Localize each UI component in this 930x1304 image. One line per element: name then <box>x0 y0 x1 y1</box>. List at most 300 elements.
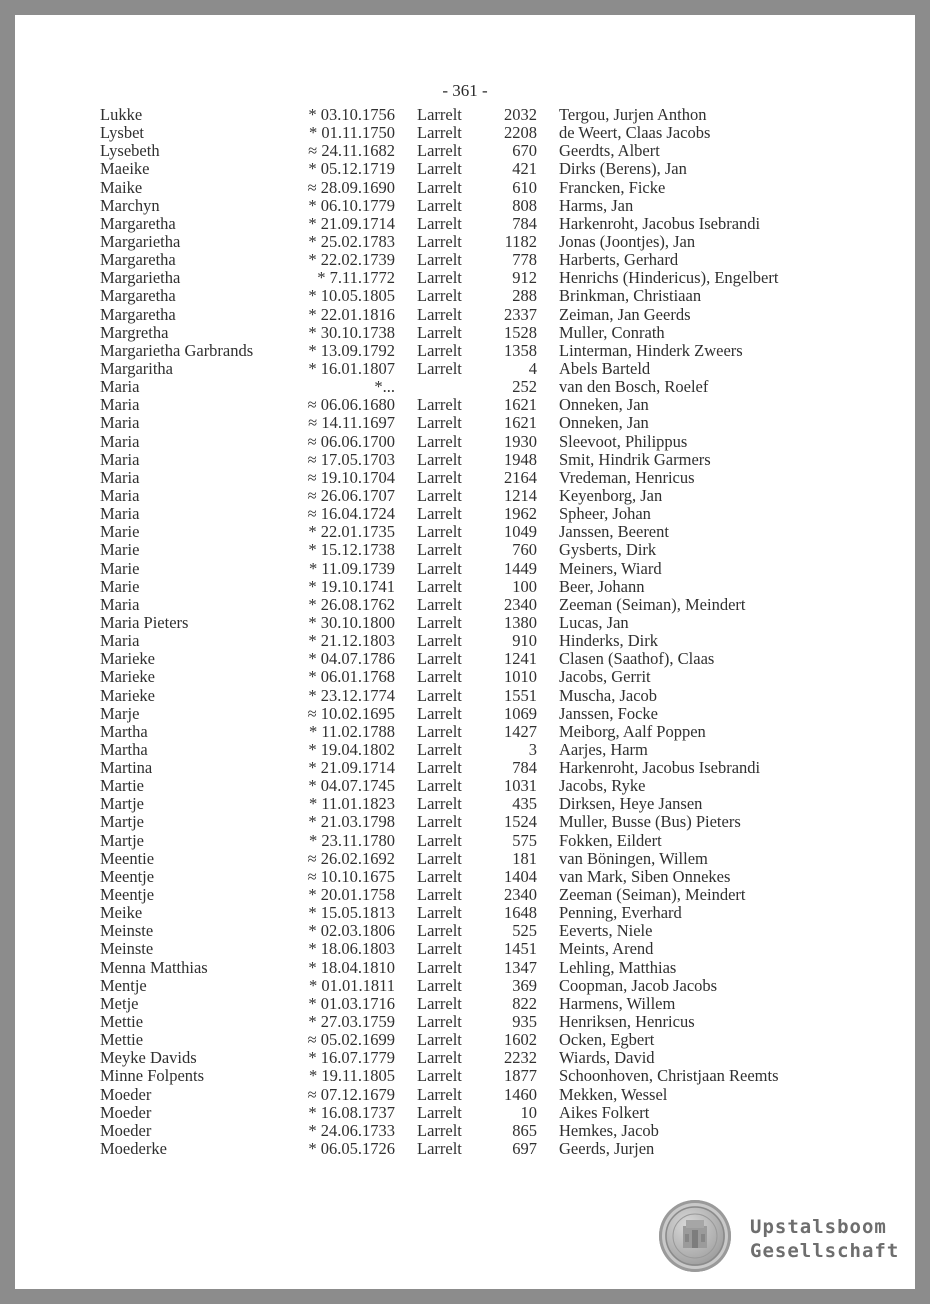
entry-name: Minne Folpents <box>100 1066 205 1086</box>
entry-date: * 11.09.1739 <box>308 558 395 578</box>
entry-place: Larrelt <box>417 993 462 1013</box>
entry-parent: Jacobs, Ryke <box>559 776 646 796</box>
entry-name: Maike <box>100 177 143 197</box>
entry-row <box>15 723 915 741</box>
entry-number: 1010 <box>504 667 537 687</box>
entry-row <box>15 741 915 759</box>
entry-number: 784 <box>512 758 537 778</box>
entry-date: * 30.10.1738 <box>308 322 395 342</box>
entry-row <box>15 469 915 487</box>
entry-date: * 06.01.1768 <box>308 667 395 687</box>
entry-name: Maria <box>100 413 140 433</box>
entry-number: 2337 <box>504 304 537 324</box>
entry-date: ≈ 10.10.1675 <box>307 866 395 886</box>
entry-parent: Geerds, Jurjen <box>559 1139 655 1159</box>
entry-date: * 20.01.1758 <box>308 885 395 905</box>
entry-place: Larrelt <box>417 685 462 705</box>
entry-row <box>15 1031 915 1049</box>
entry-place: Larrelt <box>417 395 462 415</box>
entry-place: Larrelt <box>417 213 462 233</box>
entry-number: 1449 <box>504 558 537 578</box>
entry-number: 670 <box>512 141 537 161</box>
entry-number: 100 <box>512 576 537 596</box>
entry-place: Larrelt <box>417 721 462 741</box>
entry-number: 2208 <box>504 123 537 143</box>
entry-place: Larrelt <box>417 250 462 270</box>
entry-name: Meike <box>100 903 143 923</box>
entry-place: Larrelt <box>417 1012 462 1032</box>
entry-number: 1031 <box>504 776 537 796</box>
entry-date: * 01.01.1811 <box>308 975 395 995</box>
entry-date: * 22.01.1816 <box>308 304 395 324</box>
entry-name: Maria <box>100 431 140 451</box>
entry-number: 760 <box>512 540 537 560</box>
entry-row <box>15 995 915 1013</box>
entry-row <box>15 795 915 813</box>
entry-number: 822 <box>512 993 537 1013</box>
entry-place: Larrelt <box>417 1139 462 1159</box>
entry-place: Larrelt <box>417 885 462 905</box>
entry-date: * 16.07.1779 <box>308 1048 395 1068</box>
entry-row <box>15 777 915 795</box>
entry-row <box>15 813 915 831</box>
entry-place: Larrelt <box>417 413 462 433</box>
entry-parent: Zeiman, Jan Geerds <box>559 304 691 324</box>
entry-number: 1877 <box>504 1066 537 1086</box>
entry-row <box>15 287 915 305</box>
entry-name: Meentie <box>100 848 155 868</box>
entry-number: 865 <box>512 1120 537 1140</box>
entry-row <box>15 1013 915 1031</box>
entry-name: Meinste <box>100 939 154 959</box>
entry-parent: van den Bosch, Roelef <box>559 377 709 397</box>
entry-place: Larrelt <box>417 159 462 179</box>
entry-number: 1214 <box>504 485 537 505</box>
entry-parent: Harkenroht, Jacobus Isebrandi <box>559 758 761 778</box>
entry-place: Larrelt <box>417 141 462 161</box>
entry-place: Larrelt <box>417 358 462 378</box>
entry-name: Marie <box>100 558 140 578</box>
entry-date: ≈ 19.10.1704 <box>307 467 395 487</box>
entry-parent: Smit, Hindrik Garmers <box>559 449 711 469</box>
entry-place: Larrelt <box>417 1120 462 1140</box>
entry-date: * 19.10.1741 <box>308 576 395 596</box>
entry-row <box>15 687 915 705</box>
entry-place: Larrelt <box>417 903 462 923</box>
entry-number: 808 <box>512 195 537 215</box>
entry-number: 1347 <box>504 957 537 977</box>
entry-place: Larrelt <box>417 540 462 560</box>
entry-name: Martje <box>100 812 144 832</box>
entry-place: Larrelt <box>417 975 462 995</box>
entry-row <box>15 759 915 777</box>
entry-place: Larrelt <box>417 231 462 251</box>
entry-date: * 25.02.1783 <box>308 231 395 251</box>
entry-row <box>15 1067 915 1085</box>
entry-row <box>15 342 915 360</box>
entry-number: 784 <box>512 213 537 233</box>
entry-date: * 19.04.1802 <box>308 739 395 759</box>
entry-parent: Harmens, Willem <box>559 993 676 1013</box>
entry-place: Larrelt <box>417 177 462 197</box>
entry-place: Larrelt <box>417 866 462 886</box>
entry-parent: Hemkes, Jacob <box>559 1120 659 1140</box>
entry-number: 2032 <box>504 105 537 124</box>
entry-row <box>15 977 915 995</box>
entry-row <box>15 1049 915 1067</box>
entry-row <box>15 1122 915 1140</box>
entry-name: Meinste <box>100 921 154 941</box>
entry-name: Margarietha <box>100 231 181 251</box>
entry-parent: Henriksen, Henricus <box>559 1012 695 1032</box>
entry-date: * 04.07.1786 <box>308 649 395 669</box>
entry-name: Maria <box>100 594 140 614</box>
entry-row <box>15 433 915 451</box>
entry-place: Larrelt <box>417 286 462 306</box>
entry-row <box>15 324 915 342</box>
entry-date: ≈ 06.06.1700 <box>307 431 395 451</box>
entry-number: 1528 <box>504 322 537 342</box>
entry-parent: Meiborg, Aalf Poppen <box>559 721 706 741</box>
entry-parent: Lehling, Matthias <box>559 957 677 977</box>
entry-number: 1451 <box>504 939 537 959</box>
entry-number: 1069 <box>504 703 537 723</box>
entry-name: Margaretha <box>100 250 176 270</box>
entry-number: 1049 <box>504 522 537 542</box>
brand-line-1: Upstalsboom <box>750 1216 887 1238</box>
entry-number: 252 <box>512 377 537 397</box>
entry-number: 1930 <box>504 431 537 451</box>
entry-place: Larrelt <box>417 268 462 288</box>
entry-number: 288 <box>512 286 537 306</box>
entry-date: ≈ 06.06.1680 <box>307 395 395 415</box>
entry-name: Maeike <box>100 159 150 179</box>
entry-row <box>15 904 915 922</box>
entry-parent: Keyenborg, Jan <box>559 485 663 505</box>
entry-name: Maria Pieters <box>100 612 189 632</box>
entry-name: Margarietha Garbrands <box>100 340 254 360</box>
entry-parent: Beer, Johann <box>559 576 645 596</box>
entry-date: * 06.10.1779 <box>308 195 395 215</box>
entry-number: 1948 <box>504 449 537 469</box>
entry-parent: Gysberts, Dirk <box>559 540 657 560</box>
entry-number: 935 <box>512 1012 537 1032</box>
entry-date: ≈ 26.02.1692 <box>307 848 395 868</box>
entry-date: * 05.12.1719 <box>308 159 395 179</box>
entry-date: * 7.11.1772 <box>317 268 395 288</box>
entry-row <box>15 850 915 868</box>
entry-parent: Dirks (Berens), Jan <box>559 159 687 179</box>
entry-date: * 11.02.1788 <box>308 721 395 741</box>
entry-name: Maria <box>100 395 140 415</box>
entry-parent: Sleevoot, Philippus <box>559 431 688 451</box>
entry-date: ≈ 14.11.1697 <box>308 413 395 433</box>
entry-date: ≈ 24.11.1682 <box>308 141 395 161</box>
entry-name: Martje <box>100 830 144 850</box>
entry-row <box>15 1104 915 1122</box>
entry-place: Larrelt <box>417 123 462 143</box>
entry-row <box>15 614 915 632</box>
entry-parent: Onneken, Jan <box>559 413 649 433</box>
entry-parent: van Mark, Siben Onnekes <box>559 866 731 886</box>
entry-place: Larrelt <box>417 1084 462 1104</box>
entry-row <box>15 922 915 940</box>
entry-name: Martha <box>100 739 148 759</box>
entry-parent: Vredeman, Henricus <box>559 467 695 487</box>
entry-row <box>15 650 915 668</box>
entry-row <box>15 560 915 578</box>
entry-parent: van Böningen, Willem <box>559 848 708 868</box>
brand-name <box>750 1215 899 1263</box>
entry-date: * 04.07.1745 <box>308 776 395 796</box>
entry-name: Martie <box>100 776 144 796</box>
entry-date: * 10.05.1805 <box>308 286 395 306</box>
entry-name: Marieke <box>100 667 155 687</box>
entry-row <box>15 632 915 650</box>
entry-place: Larrelt <box>417 195 462 215</box>
entry-parent: Mekken, Wessel <box>559 1084 668 1104</box>
seal-emblem-icon <box>659 1200 731 1272</box>
entry-date: * 23.11.1780 <box>308 830 395 850</box>
entry-number: 369 <box>512 975 537 995</box>
entry-name: Moeder <box>100 1102 152 1122</box>
entry-number: 697 <box>512 1139 537 1159</box>
entry-date: ≈ 16.04.1724 <box>307 504 395 524</box>
entry-date: * 30.10.1800 <box>308 612 395 632</box>
entry-number: 181 <box>512 848 537 868</box>
entry-number: 778 <box>512 250 537 270</box>
entry-row <box>15 396 915 414</box>
entry-date: * 24.06.1733 <box>308 1120 395 1140</box>
entry-number: 525 <box>512 921 537 941</box>
entry-name: Meentje <box>100 885 155 905</box>
entry-name: Martje <box>100 794 144 814</box>
entry-parent: Janssen, Beerent <box>559 522 669 542</box>
entry-place: Larrelt <box>417 1066 462 1086</box>
entry-row <box>15 269 915 287</box>
entry-row <box>15 832 915 850</box>
entry-name: Maria <box>100 449 140 469</box>
entry-number: 1404 <box>504 866 537 886</box>
entry-name: Maria <box>100 631 140 651</box>
entry-date: * 22.01.1735 <box>308 522 395 542</box>
entry-place: Larrelt <box>417 631 462 651</box>
entry-number: 1524 <box>504 812 537 832</box>
entry-place: Larrelt <box>417 558 462 578</box>
entry-date: * 18.04.1810 <box>308 957 395 977</box>
entry-number: 10 <box>520 1102 537 1122</box>
entry-row <box>15 886 915 904</box>
entry-row <box>15 251 915 269</box>
entry-date: * 19.11.1805 <box>308 1066 395 1086</box>
entry-parent: Muscha, Jacob <box>559 685 658 705</box>
entry-place: Larrelt <box>417 703 462 723</box>
entry-place: Larrelt <box>417 667 462 687</box>
entry-name: Marieke <box>100 685 155 705</box>
entry-parent: Harkenroht, Jacobus Isebrandi <box>559 213 761 233</box>
entry-place: Larrelt <box>417 340 462 360</box>
entry-number: 1621 <box>504 413 537 433</box>
entry-date: *... <box>374 377 395 397</box>
entry-parent: Jonas (Joontjes), Jan <box>559 231 696 251</box>
entry-place: Larrelt <box>417 1048 462 1068</box>
entry-date: * 26.08.1762 <box>308 594 395 614</box>
entry-parent: Zeeman (Seiman), Meindert <box>559 594 746 614</box>
entry-number: 610 <box>512 177 537 197</box>
entry-row <box>15 940 915 958</box>
entry-name: Metje <box>100 993 139 1013</box>
entry-row <box>15 959 915 977</box>
entry-row <box>15 1140 915 1158</box>
entry-date: * 03.10.1756 <box>308 105 395 124</box>
entry-parent: Eeverts, Niele <box>559 921 653 941</box>
entry-parent: Meints, Arend <box>559 939 654 959</box>
entry-place: Larrelt <box>417 776 462 796</box>
entry-parent: Fokken, Eildert <box>559 830 662 850</box>
entry-parent: Lucas, Jan <box>559 612 629 632</box>
entry-date: * 23.12.1774 <box>308 685 395 705</box>
entry-name: Marje <box>100 703 140 723</box>
entry-name: Lukke <box>100 105 143 124</box>
entry-number: 1358 <box>504 340 537 360</box>
entry-place: Larrelt <box>417 485 462 505</box>
entry-row <box>15 596 915 614</box>
entry-row <box>15 578 915 596</box>
entry-place: Larrelt <box>417 1030 462 1050</box>
entry-place: Larrelt <box>417 921 462 941</box>
entry-place: Larrelt <box>417 612 462 632</box>
entry-name: Meyke Davids <box>100 1048 197 1068</box>
entry-date: * 22.02.1739 <box>308 250 395 270</box>
entry-parent: Aikes Folkert <box>559 1102 650 1122</box>
entry-parent: Francken, Ficke <box>559 177 666 197</box>
entry-name: Mentje <box>100 975 147 995</box>
entry-row <box>15 160 915 178</box>
document-page <box>15 15 915 1289</box>
entry-row <box>15 705 915 723</box>
entry-name: Moeder <box>100 1120 152 1140</box>
entry-place: Larrelt <box>417 812 462 832</box>
entry-place: Larrelt <box>417 105 462 124</box>
entry-parent: de Weert, Claas Jacobs <box>559 123 711 143</box>
entry-date: ≈ 07.12.1679 <box>307 1084 395 1104</box>
entry-number: 3 <box>528 739 537 759</box>
entry-parent: Linterman, Hinderk Zweers <box>559 340 743 360</box>
entry-name: Margarietha <box>100 268 181 288</box>
entry-place: Larrelt <box>417 957 462 977</box>
entry-parent: Clasen (Saathof), Claas <box>559 649 715 669</box>
entry-number: 1182 <box>504 231 537 251</box>
entry-parent: Zeeman (Seiman), Meindert <box>559 885 746 905</box>
entry-date: * 06.05.1726 <box>308 1139 395 1159</box>
entry-place: Larrelt <box>417 304 462 324</box>
entry-parent: Janssen, Focke <box>559 703 658 723</box>
entry-date: * 02.03.1806 <box>308 921 395 941</box>
entry-number: 1621 <box>504 395 537 415</box>
entry-name: Mettie <box>100 1012 144 1032</box>
entry-date: * 16.08.1737 <box>308 1102 395 1122</box>
entry-parent: Coopman, Jacob Jacobs <box>559 975 718 995</box>
entry-date: * 01.11.1750 <box>308 123 395 143</box>
entry-parent: Dirksen, Heye Jansen <box>559 794 703 814</box>
entry-number: 1648 <box>504 903 537 923</box>
entry-row <box>15 451 915 469</box>
entry-row <box>15 487 915 505</box>
entry-row <box>15 215 915 233</box>
entry-name: Mettie <box>100 1030 144 1050</box>
entry-row <box>15 179 915 197</box>
entry-date: ≈ 17.05.1703 <box>307 449 395 469</box>
entry-date: * 15.05.1813 <box>308 903 395 923</box>
entry-place: Larrelt <box>417 848 462 868</box>
entry-place: Larrelt <box>417 576 462 596</box>
entry-date: ≈ 28.09.1690 <box>307 177 395 197</box>
page-number: - 361 - <box>442 81 488 100</box>
entry-name: Moederke <box>100 1139 167 1159</box>
entry-parent: Aarjes, Harm <box>559 739 648 759</box>
entry-name: Maria <box>100 377 140 397</box>
entry-row <box>15 233 915 251</box>
entry-name: Martina <box>100 758 153 778</box>
entry-date: * 21.09.1714 <box>308 213 395 233</box>
entry-row <box>15 124 915 142</box>
entry-name: Maria <box>100 485 140 505</box>
entry-row <box>15 668 915 686</box>
entry-number: 910 <box>512 631 537 651</box>
entry-date: ≈ 05.02.1699 <box>307 1030 395 1050</box>
entry-parent: Meiners, Wiard <box>559 558 662 578</box>
entry-row <box>15 197 915 215</box>
entry-parent: Harms, Jan <box>559 195 634 215</box>
entry-number: 421 <box>512 159 537 179</box>
entry-name: Marie <box>100 522 140 542</box>
entry-number: 1427 <box>504 721 537 741</box>
entry-parent: Schoonhoven, Christjaan Reemts <box>559 1066 779 1086</box>
brand-line-2: Gesellschaft <box>750 1240 900 1262</box>
entry-list <box>15 106 915 1158</box>
entry-number: 435 <box>512 794 537 814</box>
entry-place: Larrelt <box>417 739 462 759</box>
entry-parent: Muller, Conrath <box>559 322 665 342</box>
entry-number: 2340 <box>504 594 537 614</box>
entry-date: ≈ 10.02.1695 <box>307 703 395 723</box>
entry-name: Margretha <box>100 322 169 342</box>
entry-date: * 13.09.1792 <box>308 340 395 360</box>
entry-parent: Ocken, Egbert <box>559 1030 655 1050</box>
entry-name: Marieke <box>100 649 155 669</box>
entry-number: 2164 <box>504 467 537 487</box>
entry-place: Larrelt <box>417 431 462 451</box>
entry-row <box>15 1086 915 1104</box>
entry-parent: Spheer, Johan <box>559 504 651 524</box>
entry-number: 1241 <box>504 649 537 669</box>
entry-place: Larrelt <box>417 504 462 524</box>
entry-place: Larrelt <box>417 467 462 487</box>
entry-name: Margaretha <box>100 213 176 233</box>
entry-row <box>15 414 915 432</box>
entry-name: Maria <box>100 504 140 524</box>
entry-parent: Muller, Busse (Bus) Pieters <box>559 812 741 832</box>
entry-row <box>15 360 915 378</box>
entry-number: 575 <box>512 830 537 850</box>
entry-parent: Wiards, David <box>559 1048 655 1068</box>
entry-name: Margaritha <box>100 358 174 378</box>
entry-name: Lysebeth <box>100 141 160 161</box>
entry-date: * 27.03.1759 <box>308 1012 395 1032</box>
entry-name: Marie <box>100 540 140 560</box>
entry-place: Larrelt <box>417 594 462 614</box>
entry-name: Moeder <box>100 1084 152 1104</box>
